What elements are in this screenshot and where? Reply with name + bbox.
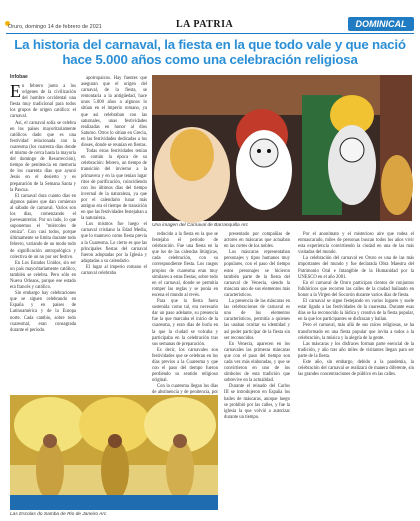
article-paragraph: Los máscaras representaban personajes y tipos humanos muy populares, con el paso del tiempo estos personajes se hicieron también parte de la fiesta del carnaval de Venecia, siendo la máscara uno de sus elementos más característicos. [224,250,290,298]
article-paragraph: La presencia de las máscaras en las celebraciones de carnaval es uno de los elementos característicos, permitía a quienes las usaban ocultar su identidad y así poder participar de la fiesta sin ser reconocidos. [224,299,290,341]
article-paragraph: Durante el reinado del Carlos III se introdujeron en España los bailes de máscaras, aunque luego se prohibió por las calles, y fue la iglesia la que volvió a autorizar durante un tiempo. [224,384,290,420]
section-badge: DOMINICAL [348,17,414,31]
article-paragraph: presentado por compañías de actores en máscaras que actuaban en las cortes de los nobles. [224,232,290,250]
article-paragraph: El carnaval dura cuanto días en algunos países que dan comienzo al sábado de carnaval. Varios son los días, comenzando el juevesanterior. Por un lado, lo que suponemos el "miércoles de ceniza". Con casi todos, porque últimamente se limita durante todo febrero, variando de un modo todo de significación antropológica y colectiva de un no por ser festivo. [10,193,76,260]
article-column-5 [298,232,414,512]
photo-rio-image [10,395,218,510]
article-paragraph: La celebración del carnaval en Oruro es una de las más importantes del mundo y fue declarada Obra Maestra del Patrimonio Oral e Intangible de la Humanidad por la UNESCO en el año 2001. [298,256,414,280]
article-paragraph: Sin embargo hay celebraciones que se siguen celebrando en España y en países de Latinoamérica y de la Europa norte. Cada cambio, sobre todo cuaresmal, eran consagrada durante el período. [10,291,76,333]
article-column-1 [10,81,76,391]
article-paragraph: En febrero junto a los orígenes de la civilización del hombre occidental una fiesta muy tradicional para todos los grupos de origen católico: el carnaval. [10,81,76,120]
article-column-2 [81,76,147,392]
header-rule [6,33,414,34]
article-paragraph: apotropaicos. Hay fuentes que aseguran que el origen del carnaval, de la fiesta, se remontaría a la antigüedad, hace unos 5.000 años a algunos lo sitúan en el imperio romano, ya que así celebraban con las saturnales, unas festividades realizadas en honor al dios Saturno. Otros lo sitúan en Grecia, en las festividades dedicadas a los dioses, donde se reunían en fiestas. [81,76,147,149]
article-column-4 [224,232,290,512]
carnival-photo-barranquilla [152,75,412,221]
article-paragraph: Para que la fiesta fuera sostenida como tal, era necesario dar un paso adelante, su presencia fue la que marcaba el inicio de la cuaresma, y eran días de burla en la que la ciudad se volcaba y participaba en la celebración tras sus semanas de preparación. [152,299,218,347]
article-paragraph: Los mismos fue luego el carnaval cristiano la Edad Media, que lo mantuvo como fiesta previa a la Cuaresma. Lo cierto es que las principales fiestas del carnaval fueron adoptadas por la Iglesia y adaptadas a su calendario. [81,222,147,264]
photo-caption-barranquilla: Una imagen del Carnaval de Barranquilla Arc [152,223,249,228]
issue-date: Oruro, domingo 14 de febrero de 2021 [8,24,102,30]
masthead: LA PATRIA [176,19,234,30]
article-paragraph: El carnaval se sigue festejando en varios lugares y suele estar ligado a las festividades de la cuaresma. Durante esas días se ha reconocido la lúdica y creativa de la fiesta popular, en la que los participantes se disfrazan y bailan. [298,299,414,323]
carnival-photo-rio [10,395,218,510]
photo-barranquilla-image [152,75,412,221]
article-paragraph: En Venecia, aparecen en los carnavales las primeras máscaras que con el paso del tiempo son cada vez más elaboradas, y que se convirtieron en uno de los símbolos de esta tradición que sobrevive en la actualidad. [224,341,290,384]
article-paragraph: Es decir, los carnavales son festividades que se celebran en los días previos a la Cuaresma y que con el paso del tiempo fueron perdiendo su sentido religioso original. [152,347,218,384]
article-paragraph: Con la cuaresma llegan los días de abstinencia y de penitencia, por [152,384,218,396]
page-header [0,0,420,32]
article-paragraph: En Los Estados Unidos, sin ser un país mayoritariamente católico, también se celebra. Pero sólo en Nueva Orleans, porque ese estado era francés y católico. [10,260,76,291]
article-paragraph: En el carnaval de Oruro participan cientos de conjuntos folklóricos que recorren las calles de la ciudad bailando en honor a la Virgen del Socavón durante varios días de fiesta. [298,280,414,298]
byline: Infobae [10,74,28,80]
photo-caption-rio: Las Escolas do Samba de Rio de Janeiro Arc [10,512,107,517]
article-paragraph: Por el anonimato y el misterioso aire que rodea el enmascarado, miles de personas buscan todos los años vivir esta experiencia convirtiendo la ciudad en una de las más visitadas del mundo. [298,232,414,256]
article-paragraph: Pero el carnaval, más allá de sus raíces religiosas, se ha transformado en una fiesta popular que invita a todos a la celebración, la música y la alegría de la gente. [298,323,414,341]
article-paragraph: Todas estas festividades tenían en común la época de su celebración: febrero, un tiempo de transición del invierno a la primavera y en la que tenían lugar ritos de purificación, coincidiendo con los últimos días del tiempo invernal de la naturaleza, ya que por el calendario lunar más antiguo era el tiempo de transición en que las festividades festejaban a la naturaleza. [81,149,147,222]
article-paragraph: El lugar al imperio romano el carnaval celebraba [81,264,147,276]
headline: La historia del carnaval, la fiesta en la que todo vale y que nació hace 5.000 años como una celebración religiosa [14,37,406,67]
article-paragraph: Este año, sin embargo, debido a la pandemia, la celebración del carnaval se realizará de manera diferente, sin las grandes concentraciones de público en las calles. [298,359,414,378]
drop-cap: E [10,81,21,101]
article-paragraph: reducido a la fiesta en la que se festejaba el período de celebración. Fue una fiesta en la que los de las calendas litúrgicas, cada celebración, con su correspondiente fiesta. Los rasgos propios de cuaresma eran muy similares a estas fiestas, sobre todo en el carnaval, donde se permitía romper las reglas y se ponía en escena el mundo al revés. [152,232,218,298]
article-paragraph: Las máscaras y los disfraces forman parte esencial de la tradición, y año tras año miles de visitantes llegan para ser parte de la fiesta. [298,341,414,359]
article-paragraph: Así, el carnaval solía se celebra en los países mayoritariamente católicos dado que es una festividad relacionada con la cuaresma (los cuarenta días donde el mismo de cerca hasta la mayoría del domingo de Resurrección), tiempo de penitencia en memoria de los cuarenta días que ayunó Jesús en el desierto y es preparación de la Semana Santa y la Pascua. [10,120,76,193]
article-column-3 [152,232,218,396]
